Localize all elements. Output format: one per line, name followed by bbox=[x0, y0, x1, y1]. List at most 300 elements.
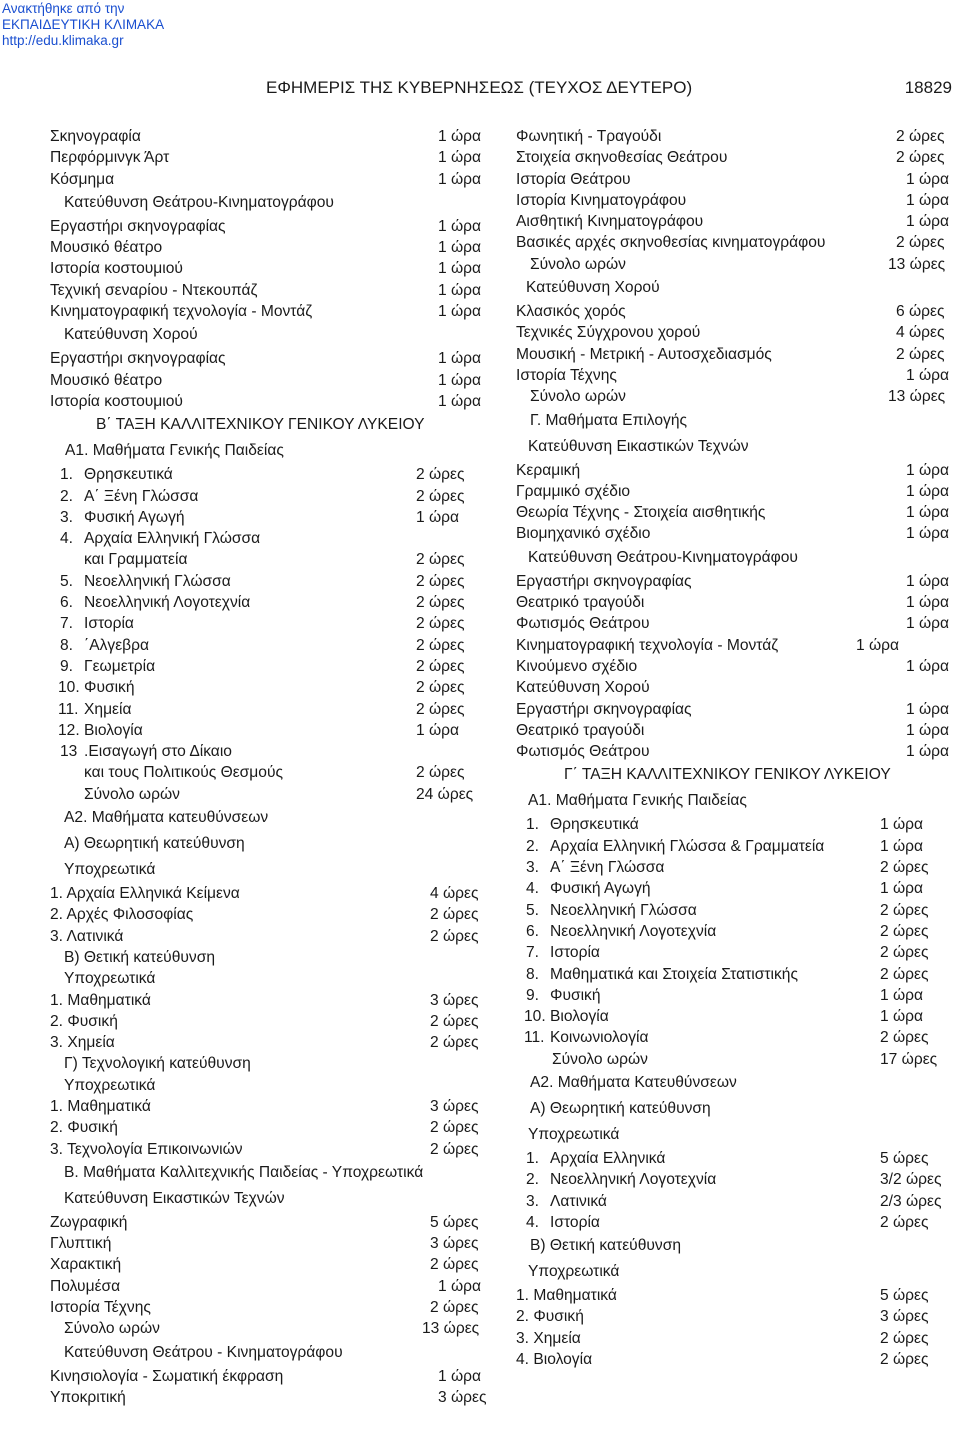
watermark-link[interactable]: http://edu.klimaka.gr bbox=[2, 33, 124, 48]
item-number: 5. bbox=[526, 901, 540, 919]
hours-value: 1 ώρα bbox=[906, 743, 950, 761]
schedule-row bbox=[50, 486, 490, 507]
hours-value: 2/3 ώρες bbox=[880, 1192, 942, 1210]
schedule-row bbox=[516, 964, 954, 985]
watermark-line: Ανακτήθηκε από την bbox=[2, 1, 125, 16]
subject-label: Ιστορία Τέχνης bbox=[50, 1299, 151, 1317]
schedule-row bbox=[50, 1212, 490, 1233]
schedule-row bbox=[50, 904, 490, 925]
subject-label: Βιομηχανικό σχέδιο bbox=[516, 525, 651, 543]
schedule-row bbox=[516, 275, 954, 301]
hours-value: 2 ώρες bbox=[896, 128, 945, 145]
subject-label: Κατεύθυνση Θεάτρου-Κινηματογράφου bbox=[64, 193, 334, 211]
hours-value: 1 ώρα bbox=[880, 1008, 924, 1026]
schedule-row bbox=[50, 1053, 490, 1074]
schedule-row bbox=[516, 656, 954, 677]
hours-value: 1 ώρα bbox=[438, 281, 482, 299]
subject-label: ΄Αλγεβρα bbox=[84, 636, 149, 654]
subject-label: Εργαστήρι σκηνογραφίας bbox=[50, 350, 226, 368]
schedule-row bbox=[516, 190, 954, 211]
schedule-row bbox=[50, 1160, 490, 1186]
schedule-row bbox=[516, 434, 954, 460]
subject-label: Λατινικά bbox=[550, 1192, 607, 1210]
schedule-row bbox=[516, 1233, 954, 1259]
hours-value: 1 ώρα bbox=[438, 149, 482, 167]
hours-value: 4 ώρες bbox=[896, 324, 945, 342]
hours-value: 1 ώρα bbox=[906, 366, 950, 384]
subject-label: Νεοελληνική Λογοτεχνία bbox=[550, 1171, 717, 1189]
hours-value: 1 ώρα bbox=[906, 721, 950, 739]
schedule-row bbox=[516, 322, 954, 343]
item-number: 10. bbox=[58, 679, 80, 697]
subject-label: Β. Μαθήματα Καλλιτεχνικής Παιδείας - Υποχρεωτικά bbox=[64, 1163, 424, 1181]
subject-label: 1. Αρχαία Ελληνικά Κείμενα bbox=[50, 885, 240, 903]
subject-label: Γ΄ ΤΑΞΗ ΚΑΛΛΙΤΕΧΝΙΚΟΥ ΓΕΝΙΚΟΥ ΛΥΚΕΙΟΥ bbox=[564, 766, 891, 784]
subject-label: Κατεύθυνση Χορού bbox=[64, 326, 198, 344]
hours-value: 2 ώρες bbox=[430, 1140, 479, 1158]
subject-label: 1. Μαθηματικά bbox=[516, 1287, 617, 1305]
item-number: 10. bbox=[524, 1008, 546, 1026]
right-column bbox=[516, 126, 954, 1370]
item-number: 1. bbox=[60, 466, 74, 484]
hours-value: 1 ώρα bbox=[906, 461, 950, 479]
schedule-row bbox=[516, 523, 954, 544]
hours-value: 2 ώρες bbox=[880, 1329, 929, 1347]
subject-label: 2. Φυσική bbox=[516, 1308, 584, 1326]
schedule-row bbox=[50, 507, 490, 528]
schedule-row bbox=[50, 438, 490, 464]
schedule-row bbox=[50, 947, 490, 968]
subject-label: Α) Θεωρητική κατεύθυνση bbox=[64, 835, 245, 853]
hours-value: 1 ώρα bbox=[906, 700, 950, 718]
hours-value: 2 ώρες bbox=[430, 1119, 479, 1137]
hours-value: 1 ώρα bbox=[880, 816, 924, 834]
subject-label: Εργαστήρι σκηνογραφίας bbox=[50, 217, 226, 235]
hours-value: 1 ώρα bbox=[906, 504, 950, 522]
subject-label: Νεοελληνική Γλώσσα bbox=[550, 901, 697, 919]
item-number: 12. bbox=[58, 721, 80, 739]
subject-label: Θεωρία Τέχνης - Στοιχεία αισθητικής bbox=[516, 504, 766, 522]
subject-label: Β) Θετική κατεύθυνση bbox=[64, 948, 215, 966]
schedule-row bbox=[516, 878, 954, 899]
schedule-row bbox=[50, 1139, 490, 1160]
schedule-row bbox=[50, 1276, 490, 1297]
subject-label: Ιστορία Κινηματογράφου bbox=[516, 191, 687, 209]
subject-label: 3. Χημεία bbox=[50, 1034, 115, 1052]
schedule-row bbox=[50, 1318, 490, 1339]
item-number: 13 bbox=[60, 743, 78, 761]
subject-label: Αρχαία Ελληνικά bbox=[550, 1149, 666, 1167]
subject-label: και τους Πολιτικούς Θεσμούς bbox=[84, 764, 283, 782]
subject-label: Κινούμενο σχέδιο bbox=[516, 657, 638, 675]
schedule-row bbox=[516, 762, 954, 788]
schedule-row bbox=[50, 1387, 490, 1408]
schedule-row bbox=[50, 301, 490, 322]
hours-value: 2 ώρες bbox=[896, 149, 945, 167]
subject-label: Φυσική bbox=[84, 679, 135, 697]
subject-label: και Γραμματεία bbox=[84, 551, 188, 569]
schedule-row bbox=[50, 216, 490, 237]
hours-value: 2 ώρες bbox=[416, 594, 465, 612]
schedule-row bbox=[50, 1032, 490, 1053]
subject-label: Βιολογία bbox=[84, 721, 143, 739]
subject-label: Υποχρεωτικά bbox=[528, 1125, 620, 1143]
subject-label: Θεατρικό τραγούδι bbox=[516, 721, 645, 739]
hours-value: 2 ώρες bbox=[416, 615, 465, 633]
item-number: 9. bbox=[60, 657, 74, 675]
subject-label: Χημεία bbox=[84, 700, 132, 718]
item-number: 11. bbox=[58, 700, 79, 718]
hours-value: 1 ώρα bbox=[416, 721, 460, 739]
hours-value: 3 ώρες bbox=[430, 991, 479, 1009]
hours-value: 2 ώρες bbox=[430, 927, 479, 945]
item-number: 3. bbox=[526, 1192, 540, 1210]
subject-label: Σκηνογραφία bbox=[50, 128, 141, 145]
schedule-row bbox=[50, 741, 490, 762]
schedule-row bbox=[50, 968, 490, 989]
hours-value: 1 ώρα bbox=[880, 837, 924, 855]
schedule-row bbox=[50, 280, 490, 301]
schedule-row bbox=[516, 481, 954, 502]
schedule-row bbox=[516, 1349, 954, 1370]
schedule-row bbox=[50, 322, 490, 348]
item-number: 1. bbox=[526, 816, 540, 834]
schedule-row bbox=[516, 613, 954, 634]
hours-value: 3/2 ώρες bbox=[880, 1171, 942, 1189]
schedule-row bbox=[516, 126, 954, 147]
schedule-row bbox=[50, 549, 490, 570]
subject-label: Θεατρικό τραγούδι bbox=[516, 594, 645, 612]
subject-label: Σύνολο ωρών bbox=[552, 1050, 648, 1068]
subject-label: Φωνητική - Τραγούδι bbox=[516, 128, 662, 145]
subject-label: Μαθηματικά και Στοιχεία Στατιστικής bbox=[550, 965, 798, 983]
item-number: 2. bbox=[526, 1171, 540, 1189]
subject-label: Γραμμικό σχέδιο bbox=[516, 482, 631, 500]
subject-label: Μουσικό θέατρο bbox=[50, 371, 163, 389]
hours-value: 1 ώρα bbox=[906, 572, 950, 590]
hours-value: 2 ώρες bbox=[430, 1012, 479, 1030]
schedule-row bbox=[516, 1306, 954, 1327]
subject-label: Νεοελληνική Λογοτεχνία bbox=[550, 922, 717, 940]
schedule-row bbox=[50, 699, 490, 720]
schedule-row bbox=[50, 1096, 490, 1117]
hours-value: 2 ώρες bbox=[880, 1213, 929, 1231]
subject-label: Κατεύθυνση Εικαστικών Τεχνών bbox=[528, 437, 749, 455]
item-number: 8. bbox=[526, 965, 540, 983]
schedule-row bbox=[516, 571, 954, 592]
hours-value: 2 ώρες bbox=[416, 487, 465, 505]
schedule-row bbox=[50, 720, 490, 741]
schedule-row bbox=[50, 762, 490, 783]
subject-label: Μουσικό θέατρο bbox=[50, 239, 163, 257]
subject-label: 1. Μαθηματικά bbox=[50, 991, 151, 1009]
left-column bbox=[50, 126, 490, 1408]
schedule-row bbox=[516, 301, 954, 322]
hours-value: 1 ώρα bbox=[438, 371, 482, 389]
hours-value: 1 ώρα bbox=[416, 508, 460, 526]
schedule-row bbox=[516, 502, 954, 523]
subject-label: Γ. Μαθήματα Επιλογής bbox=[530, 411, 688, 429]
item-number: 7. bbox=[526, 944, 540, 962]
subject-label: Αρχαία Ελληνική Γλώσσα bbox=[84, 530, 261, 548]
subject-label: Σύνολο ωρών bbox=[64, 1320, 160, 1338]
subject-label: 3. Λατινικά bbox=[50, 927, 124, 945]
hours-value: 1 ώρα bbox=[438, 1277, 482, 1295]
subject-label: Κατεύθυνση Θεάτρου-Κινηματογράφου bbox=[528, 548, 798, 566]
schedule-row bbox=[516, 814, 954, 835]
hours-value: 2 ώρες bbox=[896, 234, 945, 252]
schedule-row bbox=[516, 169, 954, 190]
subject-label: Υποκριτική bbox=[50, 1388, 126, 1406]
subject-label: Σύνολο ωρών bbox=[530, 255, 626, 273]
subject-label: Α΄ Ξένη Γλώσσα bbox=[84, 487, 199, 505]
subject-label: Βασικές αρχές σκηνοθεσίας κινηματογράφου bbox=[516, 234, 826, 252]
hours-value: 1 ώρα bbox=[906, 191, 950, 209]
hours-value: 13 ώρες bbox=[888, 255, 946, 273]
schedule-row bbox=[50, 592, 490, 613]
schedule-row bbox=[516, 365, 954, 386]
subject-label: Αρχαία Ελληνική Γλώσσα & Γραμματεία bbox=[550, 837, 825, 855]
subject-label: Νεοελληνική Γλώσσα bbox=[84, 572, 231, 590]
schedule-row bbox=[50, 926, 490, 947]
schedule-row bbox=[516, 1027, 954, 1048]
schedule-row bbox=[50, 190, 490, 216]
hours-value: 2 ώρες bbox=[430, 906, 479, 924]
subject-label: 3. Τεχνολογία Επικοινωνιών bbox=[50, 1140, 243, 1158]
subject-label: Α2. Μαθήματα κατευθύνσεων bbox=[64, 809, 269, 827]
subject-label: Φυσική Αγωγή bbox=[550, 880, 651, 898]
subject-label: Φυσική bbox=[550, 986, 601, 1004]
subject-label: Υποχρεωτικά bbox=[64, 861, 156, 879]
hours-value: 4 ώρες bbox=[430, 885, 479, 903]
schedule-row bbox=[50, 1117, 490, 1138]
item-number: 4. bbox=[526, 1213, 540, 1231]
schedule-row bbox=[516, 699, 954, 720]
subject-label: Φωτισμός Θεάτρου bbox=[516, 743, 650, 761]
header-title: ΕΦΗΜΕΡΙΣ ΤΗΣ ΚΥΒΕΡΝΗΣΕΩΣ (ΤΕΥΧΟΣ ΔΕΥΤΕΡΟ) bbox=[266, 78, 693, 97]
hours-value: 2 ώρες bbox=[880, 1029, 929, 1047]
subject-label: Φυσική Αγωγή bbox=[84, 508, 185, 526]
schedule-row bbox=[516, 408, 954, 434]
schedule-row bbox=[516, 1191, 954, 1212]
subject-label: Ιστορία bbox=[550, 1213, 600, 1231]
subject-label: Α1. Μαθήματα Γενικής Παιδείας bbox=[528, 792, 747, 810]
subject-label: Υποχρεωτικά bbox=[64, 970, 156, 988]
hours-value: 2 ώρες bbox=[430, 1299, 479, 1317]
subject-label: Θρησκευτικά bbox=[550, 816, 639, 834]
hours-value: 1 ώρα bbox=[438, 350, 482, 368]
schedule-row bbox=[516, 592, 954, 613]
subject-label: 1. Μαθηματικά bbox=[50, 1097, 151, 1115]
hours-value: 1 ώρα bbox=[906, 594, 950, 612]
subject-label: Χαρακτική bbox=[50, 1256, 122, 1274]
subject-label: Κατεύθυνση Θεάτρου - Κινηματογράφου bbox=[64, 1343, 343, 1361]
schedule-row bbox=[50, 1186, 490, 1212]
item-number: 9. bbox=[526, 986, 540, 1004]
page-header bbox=[0, 78, 960, 104]
schedule-row bbox=[516, 1006, 954, 1027]
subject-label: Κινηματογραφική τεχνολογία - Μοντάζ bbox=[516, 636, 779, 654]
hours-value: 1 ώρα bbox=[906, 213, 950, 231]
schedule-row bbox=[516, 254, 954, 275]
schedule-row bbox=[516, 677, 954, 698]
item-number: 3. bbox=[60, 508, 74, 526]
schedule-row bbox=[50, 784, 490, 805]
subject-label: 2. Φυσική bbox=[50, 1012, 118, 1030]
schedule-row bbox=[50, 831, 490, 857]
schedule-row bbox=[50, 1366, 490, 1387]
schedule-row bbox=[50, 1011, 490, 1032]
hours-value: 1 ώρα bbox=[438, 1367, 482, 1385]
schedule-row bbox=[50, 1340, 490, 1366]
schedule-row bbox=[50, 1297, 490, 1318]
schedule-row bbox=[516, 900, 954, 921]
schedule-row bbox=[50, 237, 490, 258]
schedule-row bbox=[50, 412, 490, 438]
subject-label: Κατεύθυνση Χορού bbox=[516, 679, 650, 697]
subject-label: Ιστορία Τέχνης bbox=[516, 366, 617, 384]
schedule-row bbox=[50, 805, 490, 831]
hours-value: 1 ώρα bbox=[438, 170, 482, 188]
subject-label: Β΄ ΤΑΞΗ ΚΑΛΛΙΤΕΧΝΙΚΟΥ ΓΕΝΙΚΟΥ ΛΥΚΕΙΟΥ bbox=[96, 416, 425, 434]
hours-value: 2 ώρες bbox=[416, 764, 465, 782]
watermark bbox=[2, 1, 164, 49]
hours-value: 2 ώρες bbox=[416, 700, 465, 718]
subject-label: Α1. Μαθήματα Γενικής Παιδείας bbox=[65, 442, 284, 460]
subject-label: Κλασικός χορός bbox=[516, 303, 626, 321]
schedule-row bbox=[516, 942, 954, 963]
hours-value: 2 ώρες bbox=[416, 679, 465, 697]
hours-value: 24 ώρες bbox=[416, 785, 474, 803]
hours-value: 3 ώρες bbox=[430, 1097, 479, 1115]
item-number: 2. bbox=[60, 487, 74, 505]
schedule-row bbox=[50, 348, 490, 369]
schedule-row bbox=[50, 464, 490, 485]
subject-label: Μουσική - Μετρική - Αυτοσχεδιασμός bbox=[516, 345, 772, 363]
schedule-row bbox=[50, 1233, 490, 1254]
hours-value: 2 ώρες bbox=[880, 944, 929, 962]
schedule-row bbox=[516, 857, 954, 878]
subject-label: Κινησιολογία - Σωματική έκφραση bbox=[50, 1367, 284, 1385]
subject-label: Νεοελληνική Λογοτεχνία bbox=[84, 594, 251, 612]
hours-value: 2 ώρες bbox=[416, 551, 465, 569]
hours-value: 1 ώρα bbox=[906, 615, 950, 633]
subject-label: Γ) Τεχνολογική κατεύθυνση bbox=[64, 1055, 251, 1073]
schedule-row bbox=[516, 1259, 954, 1285]
subject-label: Κεραμική bbox=[516, 461, 581, 479]
hours-value: 1 ώρα bbox=[438, 239, 482, 257]
hours-value: 2 ώρες bbox=[416, 636, 465, 654]
schedule-row bbox=[516, 788, 954, 814]
subject-label: Τεχνική σεναρίου - Ντεκουπάζ bbox=[50, 281, 258, 299]
hours-value: 1 ώρα bbox=[906, 170, 950, 188]
hours-value: 3 ώρες bbox=[430, 1235, 479, 1253]
subject-label: Πολυμέσα bbox=[50, 1277, 121, 1295]
schedule-row bbox=[50, 169, 490, 190]
subject-label: Κινηματογραφική τεχνολογία - Μοντάζ bbox=[50, 303, 313, 321]
subject-label: 2. Αρχές Φιλοσοφίας bbox=[50, 906, 194, 924]
subject-label: Ιστορία κοστουμιού bbox=[50, 392, 183, 410]
subject-label: Β) Θετική κατεύθυνση bbox=[530, 1237, 681, 1255]
schedule-row bbox=[516, 1148, 954, 1169]
schedule-row bbox=[516, 545, 954, 571]
schedule-row bbox=[516, 985, 954, 1006]
schedule-row bbox=[516, 460, 954, 481]
subject-label: Γλυπτική bbox=[50, 1235, 112, 1253]
item-number: 7. bbox=[60, 615, 74, 633]
hours-value: 1 ώρα bbox=[438, 392, 482, 410]
schedule-row bbox=[50, 990, 490, 1011]
item-number: 2. bbox=[526, 837, 540, 855]
schedule-row bbox=[50, 677, 490, 698]
hours-value: 1 ώρα bbox=[438, 260, 482, 278]
hours-value: 13 ώρες bbox=[422, 1320, 480, 1338]
subject-label: Ζωγραφική bbox=[50, 1213, 128, 1231]
subject-label: Εργαστήρι σκηνογραφίας bbox=[516, 700, 692, 718]
subject-label: Περφόρμινγκ Άρτ bbox=[50, 149, 170, 167]
item-number: 5. bbox=[60, 572, 74, 590]
schedule-row bbox=[50, 635, 490, 656]
hours-value: 1 ώρα bbox=[856, 636, 900, 654]
hours-value: 6 ώρες bbox=[896, 303, 945, 321]
schedule-row bbox=[50, 1254, 490, 1275]
schedule-row bbox=[516, 386, 954, 407]
schedule-row bbox=[50, 613, 490, 634]
hours-value: 2 ώρες bbox=[430, 1256, 479, 1274]
schedule-row bbox=[516, 1070, 954, 1096]
schedule-row bbox=[516, 921, 954, 942]
hours-value: 3 ώρες bbox=[438, 1388, 487, 1406]
hours-value: 5 ώρες bbox=[880, 1149, 929, 1167]
schedule-row bbox=[50, 528, 490, 549]
hours-value: 1 ώρα bbox=[906, 482, 950, 500]
subject-label: Ιστορία κοστουμιού bbox=[50, 260, 183, 278]
schedule-row bbox=[516, 344, 954, 365]
schedule-row bbox=[516, 1169, 954, 1190]
hours-value: 1 ώρα bbox=[906, 525, 950, 543]
schedule-row bbox=[50, 126, 490, 147]
subject-label: Ιστορία bbox=[550, 944, 600, 962]
item-number: 11. bbox=[524, 1029, 545, 1047]
schedule-row bbox=[516, 1212, 954, 1233]
item-number: 6. bbox=[526, 922, 540, 940]
schedule-row bbox=[516, 836, 954, 857]
hours-value: 13 ώρες bbox=[888, 388, 946, 406]
watermark-line: ΕΚΠΑΙΔΕΥΤΙΚΗ ΚΛΙΜΑΚΑ bbox=[2, 17, 165, 32]
schedule-row bbox=[516, 1096, 954, 1122]
item-number: 6. bbox=[60, 594, 74, 612]
item-number: 4. bbox=[526, 880, 540, 898]
schedule-row bbox=[50, 147, 490, 168]
subject-label: Σύνολο ωρών bbox=[530, 388, 626, 406]
subject-label: Υποχρεωτικά bbox=[64, 1076, 156, 1094]
schedule-row bbox=[50, 883, 490, 904]
schedule-row bbox=[516, 1122, 954, 1148]
subject-label: Γεωμετρία bbox=[84, 657, 156, 675]
subject-label: Φωτισμός Θεάτρου bbox=[516, 615, 650, 633]
hours-value: 3 ώρες bbox=[880, 1308, 929, 1326]
schedule-row bbox=[516, 741, 954, 762]
hours-value: 2 ώρες bbox=[880, 965, 929, 983]
subject-label: Σύνολο ωρών bbox=[84, 785, 180, 803]
hours-value: 5 ώρες bbox=[430, 1213, 479, 1231]
hours-value: 1 ώρα bbox=[438, 303, 482, 321]
schedule-row bbox=[50, 258, 490, 279]
item-number: 3. bbox=[526, 859, 540, 877]
schedule-row bbox=[516, 211, 954, 232]
hours-value: 2 ώρες bbox=[880, 901, 929, 919]
schedule-row bbox=[516, 1285, 954, 1306]
